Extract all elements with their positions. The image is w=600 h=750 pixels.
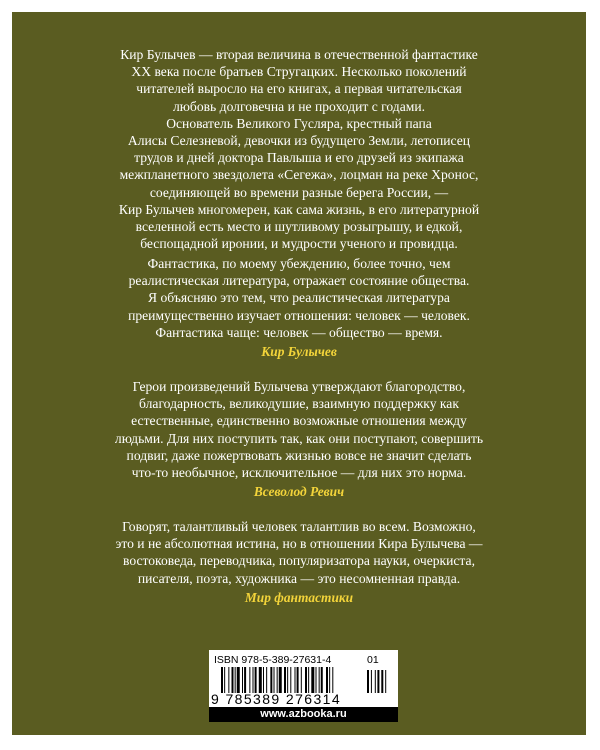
text-line: подвиг, даже пожертвовать жизнью вовсе не значит сделать bbox=[126, 447, 472, 463]
text-line: межпланетного звездолета «Сегежа», лоцман на реке Хронос, bbox=[119, 167, 479, 183]
text-line: реалистическая литература, отражает состояние общества. bbox=[128, 273, 470, 289]
text-line: XX века после братьев Стругацких. Несколько поколений bbox=[131, 64, 467, 80]
text-line: писателя, поэта, художника — это несомненная правда. bbox=[137, 570, 461, 586]
quote-bulychev bbox=[12, 255, 586, 360]
barcode-bars bbox=[221, 667, 389, 693]
text-line: Кир Булычев многомерен, как сама жизнь, в его литературной bbox=[118, 201, 480, 217]
text-line: соединяющей во времени разные берега России, — bbox=[149, 184, 449, 200]
text-line: естественные, единственно возможные отношения между bbox=[131, 413, 467, 429]
text-line: преимущественно изучает отношения: человек — человек. bbox=[128, 307, 470, 323]
back-cover bbox=[12, 12, 586, 735]
barcode-addon: 01 bbox=[367, 654, 379, 666]
quote-revich bbox=[12, 378, 586, 500]
text-line: трудов и дней доктора Павлыша и его друзей из экипажа bbox=[134, 150, 464, 166]
barcode-panel bbox=[209, 650, 398, 722]
text-line: Фантастика чаще: человек — общество — время. bbox=[155, 324, 443, 340]
text-line: Фантастика, по моему убеждению, более точно, чем bbox=[147, 256, 451, 271]
text-line: Кир Булычев — вторая величина в отечественной фантастике bbox=[120, 47, 478, 62]
text-line: вселенной есть место и шутливому розыгрышу, и едкой, bbox=[135, 219, 463, 235]
text-line: Говорят, талантливый человек талантлив во всем. Возможно, bbox=[122, 519, 476, 534]
text-line: читателей выросло на его книгах, а первая читательская bbox=[136, 81, 462, 97]
publisher-website: www.azbooka.ru bbox=[209, 707, 398, 722]
quote-author: Кир Булычев bbox=[261, 344, 337, 360]
text-line: Алисы Селезневой, девочки из будущего Земли, летописец bbox=[127, 133, 471, 149]
text-line: благодарность, великодушие, взаимную поддержку как bbox=[139, 396, 459, 412]
barcode-digits: 9 785389 276314 bbox=[211, 691, 341, 707]
text-line: Герои произведений Булычева утверждают благородство, bbox=[132, 379, 466, 394]
quote-author: Мир фантастики bbox=[244, 589, 354, 605]
text-line: любовь долговечна и не проходит с годами. bbox=[172, 98, 426, 114]
text-line: что-то необычное, исключительное — для них это норма. bbox=[131, 465, 467, 481]
text-line: Я объясняю это тем, что реалистическая литература bbox=[148, 290, 450, 306]
text-line: это и не абсолютная истина, но в отношении Кира Булычева — bbox=[115, 536, 483, 552]
quote-author: Всеволод Ревич bbox=[253, 484, 345, 500]
quote-mir-fantastiki bbox=[12, 518, 586, 606]
paragraph-about-author bbox=[12, 46, 586, 252]
text-line: востоковеда, переводчика, популяризатора науки, очеркиста, bbox=[123, 553, 475, 569]
text-line: беспощадной иронии, и мудрости ученого и провидца. bbox=[140, 236, 458, 252]
text-line: людьми. Для них поступить так, как они поступают, совершить bbox=[114, 430, 484, 446]
text-line: Основатель Великого Гусляра, крестный папа bbox=[166, 115, 432, 131]
isbn-label: ISBN 978-5-389-27631-4 bbox=[214, 654, 332, 666]
